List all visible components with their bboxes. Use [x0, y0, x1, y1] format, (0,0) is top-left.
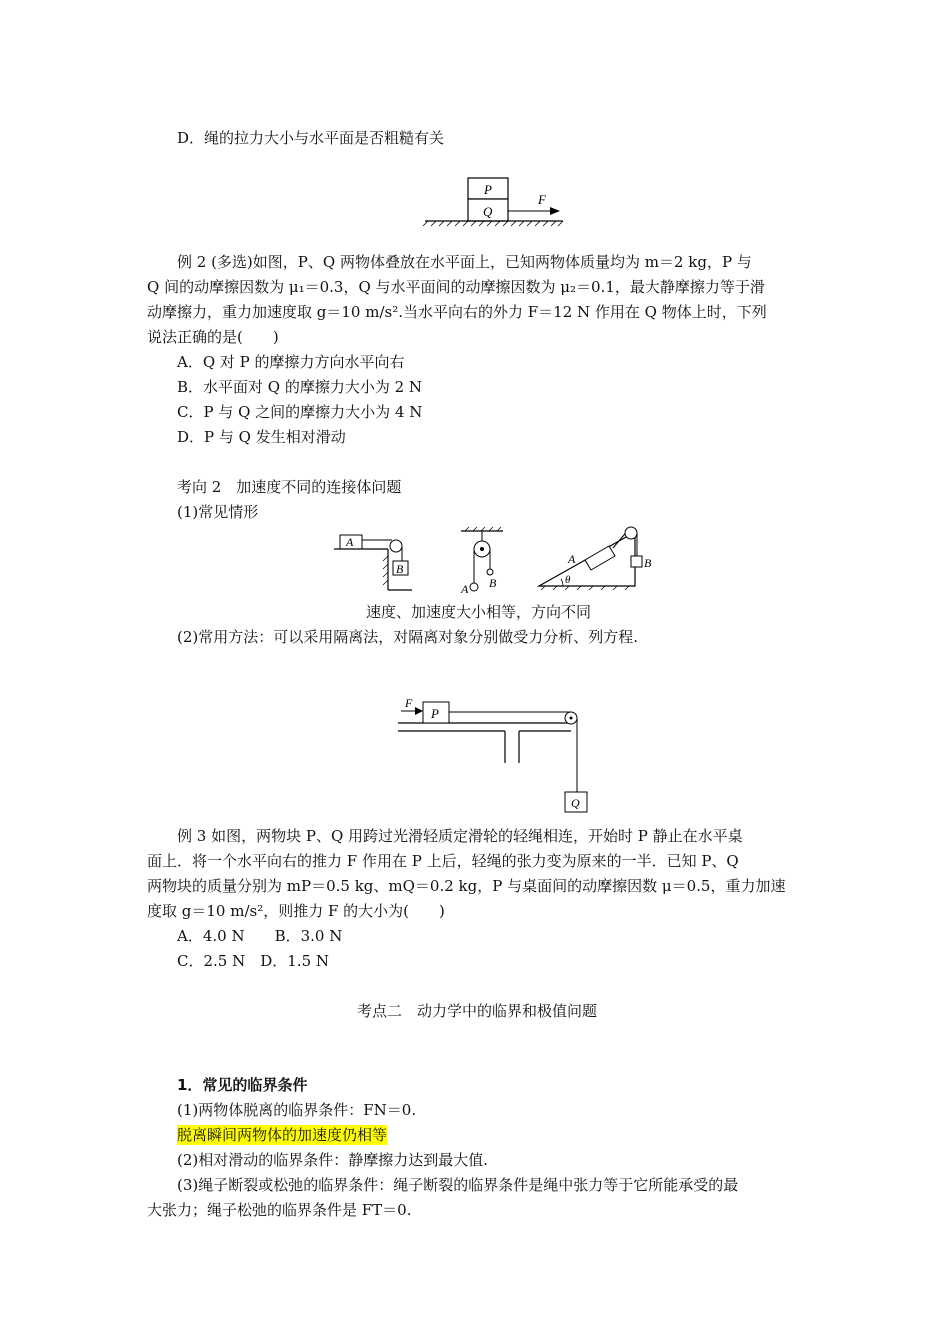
ex2-line-1: 例 2 (多选)如图，P、Q 两物体叠放在水平面上，已知两物体质量均为 m＝2 kg，P 与 — [177, 253, 752, 271]
direction-2-sub1: (1)常见情形 — [177, 503, 259, 521]
label-p-3: P — [431, 706, 439, 721]
ex2-line-3: 动摩擦力，重力加速度取 g＝10 m/s².当水平向右的外力 F＝12 N 作用在 Q 物体上时，下列 — [147, 303, 767, 321]
figure-stacked-blocks — [420, 175, 570, 230]
critical-condition-1: (1)两物体脱离的临界条件：FN＝0. — [177, 1101, 417, 1119]
label-q-3: Q — [571, 796, 580, 810]
direction-2-sub2: (2)常用方法：可以采用隔离法，对隔离对象分别做受力分析、列方程. — [177, 628, 639, 646]
ex3-line-3: 两物块的质量分别为 mP＝0.5 kg、mQ＝0.2 kg，P 与桌面间的动摩擦因数 μ＝0.5，重力加速 — [147, 877, 786, 895]
label-a-3: A — [568, 552, 576, 566]
ex3-line-4: 度取 g＝10 m/s²，则推力 F 的大小为( ) — [147, 902, 445, 920]
critical-condition-3-line-2: 大张力；绳子松弛的临界条件是 FT＝0. — [147, 1201, 412, 1219]
highlighted-note: 脱离瞬间两物体的加速度仍相等 — [177, 1126, 388, 1144]
ex3-options-row-1: A．4.0 N B．3.0 N — [177, 927, 343, 945]
figure-hanging-pulley — [455, 527, 515, 595]
option-d-previous: D．绳的拉力大小与水平面是否粗糙有关 — [177, 129, 445, 147]
label-b-1: B — [396, 562, 404, 576]
figure-caption: 速度、加速度大小相等，方向不同 — [366, 603, 592, 621]
section-2-title: 考点二 动力学中的临界和极值问题 — [357, 1002, 598, 1020]
ex2-option-b: B．水平面对 Q 的摩擦力大小为 2 N — [177, 378, 423, 396]
label-q: Q — [483, 204, 493, 219]
critical-condition-3-line-1: (3)绳子断裂或松弛的临界条件：绳子断裂的临界条件是绳中张力等于它所能承受的最 — [177, 1176, 739, 1194]
figure-table-pulley-pq — [395, 697, 595, 817]
critical-condition-2: (2)相对滑动的临界条件：静摩擦力达到最大值. — [177, 1151, 489, 1169]
direction-2-title: 考向 2 加速度不同的连接体问题 — [177, 478, 402, 496]
figure-incline-pulley — [535, 520, 660, 590]
label-a-2: A — [461, 582, 469, 596]
label-theta: θ — [565, 574, 571, 586]
label-f: F — [538, 192, 546, 207]
ex2-option-a: A．Q 对 P 的摩擦力方向水平向右 — [177, 353, 405, 371]
ex2-option-d: D．P 与 Q 发生相对滑动 — [177, 428, 346, 446]
label-f-3: F — [405, 696, 413, 710]
label-b-3: B — [644, 556, 652, 570]
ex3-line-2: 面上．将一个水平向右的推力 F 作用在 P 上后，轻绳的张力变为原来的一半．已知 P、Q — [147, 852, 739, 870]
ex2-option-c: C．P 与 Q 之间的摩擦力大小为 4 N — [177, 403, 423, 421]
ex3-options-row-2: C．2.5 N D．1.5 N — [177, 952, 329, 970]
label-p: P — [484, 182, 492, 197]
figure-table-pulley — [332, 528, 422, 593]
label-b-2: B — [489, 576, 497, 590]
ex2-line-4: 说法正确的是( ) — [147, 328, 279, 346]
ex2-line-2: Q 间的动摩擦因数为 μ₁＝0.3，Q 与水平面间的动摩擦因数为 μ₂＝0.1，最大静摩擦力等于滑 — [147, 278, 765, 296]
ex3-line-1: 例 3 如图，两物块 P、Q 用跨过光滑轻质定滑轮的轻绳相连，开始时 P 静止在水平桌 — [177, 827, 743, 845]
critical-heading: 1．常见的临界条件 — [177, 1076, 308, 1094]
label-a-1: A — [346, 535, 354, 549]
